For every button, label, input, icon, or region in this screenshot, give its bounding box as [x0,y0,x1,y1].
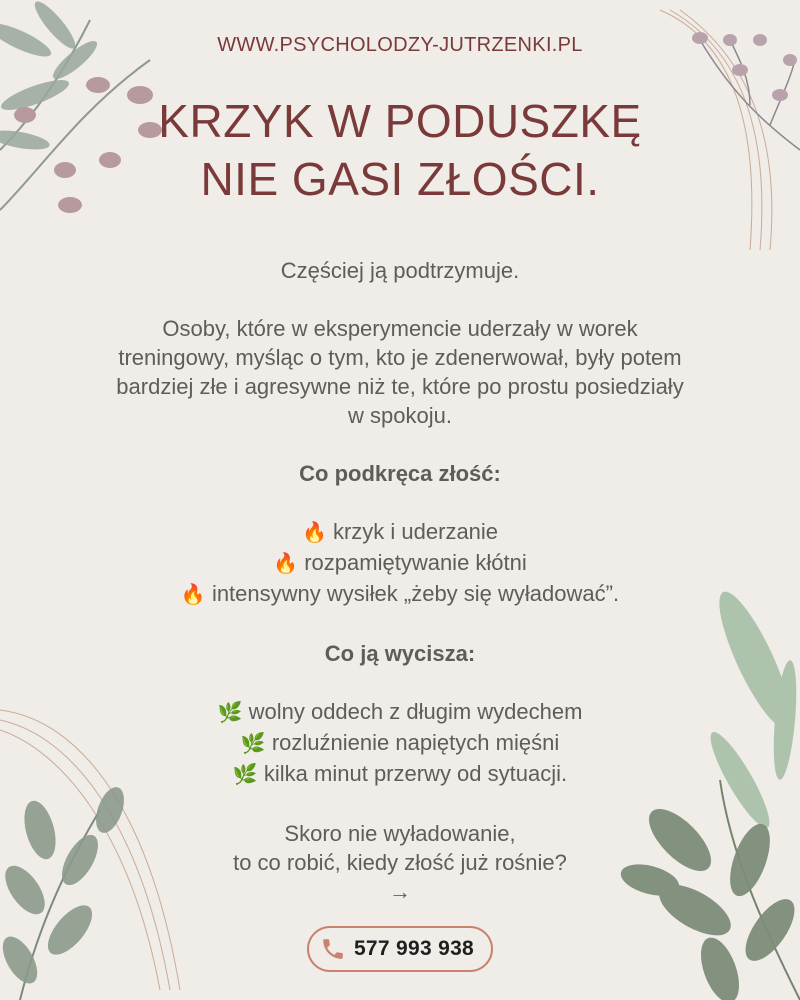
closing-line: Skoro nie wyładowanie, [284,821,516,846]
list-item [40,697,760,728]
study-line: bardziej złe i agresywne niż te, które po prostu posiedziały [116,374,684,399]
list-item-text: wolny oddech z długim wydechem [248,699,583,724]
fuels-heading: Co podkręca złość: [299,461,501,486]
closing-line: to co robić, kiedy złość już rośnie? [233,850,567,875]
list-item-text: krzyk i uderzanie [332,519,499,544]
fire-icon: 🔥 [301,522,327,544]
list-item [40,728,760,759]
title-line: KRZYK W PODUSZKĘ [158,95,642,147]
calms-heading: Co ją wycisza: [324,641,476,666]
phone-button[interactable] [307,926,493,972]
article-body [40,256,760,906]
website-url[interactable]: WWW.PSYCHOLODZY-JUTRZENKI.PL [217,34,583,56]
list-item-text: rozluźnienie napiętych mięśni [271,730,560,755]
title-line: NIE GASI ZŁOŚCI. [200,153,600,205]
study-line: w spokoju. [348,403,452,428]
list-item-text: rozpamiętywanie kłótni [304,550,527,575]
herb-icon: 🌿 [232,764,258,786]
herb-icon: 🌿 [240,733,266,755]
list-item [40,517,760,548]
list-item-text: intensywny wysiłek „żeby się wyładować”. [211,581,620,606]
list-item [40,759,760,790]
list-item [40,548,760,579]
study-line: Osoby, które w eksperymencie uderzały w worek [162,316,638,341]
fire-icon: 🔥 [273,553,299,575]
phone-icon [320,936,346,962]
list-item [40,579,760,610]
fire-icon: 🔥 [180,584,206,606]
arrow-right-icon: → [389,879,411,904]
phone-number[interactable]: 577 993 938 [353,937,475,960]
study-line: treningowy, myśląc o tym, kto je zdenerwował, były potem [118,345,682,370]
list-item-text: kilka minut przerwy od sytuacji. [263,761,568,786]
intro-text: Częściej ją podtrzymuje. [280,258,520,283]
herb-icon: 🌿 [217,702,243,724]
page-title [0,92,800,208]
